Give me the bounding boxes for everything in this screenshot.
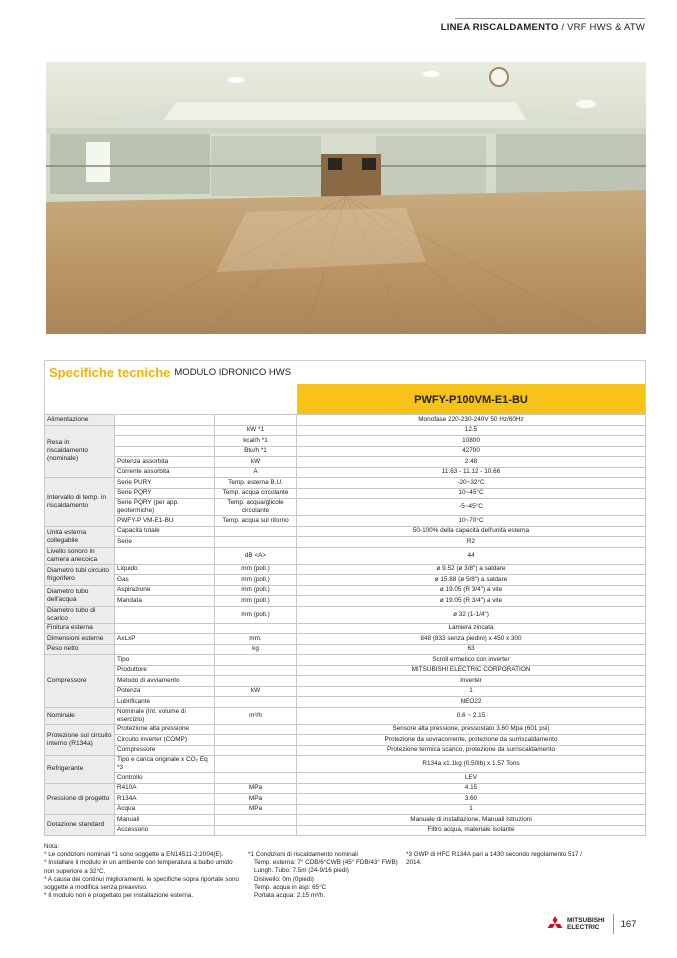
spec-item-label: Potenza: [115, 686, 215, 697]
spec-row: [45, 773, 646, 784]
spec-row: [45, 724, 646, 735]
specs-title-row: [44, 360, 646, 384]
spec-item-label: Capacità totale: [115, 526, 215, 537]
spec-value: ø 19.05 (R 3/4") a vite: [297, 596, 646, 607]
spec-unit: kW: [215, 457, 297, 468]
spec-value: 50-100% della capacità dell'unità esterna: [297, 526, 646, 537]
spec-value: Filtro acqua, materiale isolante: [297, 825, 646, 836]
spec-value: Sensore alta pressione, pressostato 3.60 Mpa (601 psi): [297, 724, 646, 735]
spec-row: [45, 676, 646, 687]
spec-row: [45, 478, 646, 489]
spec-group-label: Nominale: [45, 707, 115, 724]
spec-item-label: PWFY-P VM-E1-BU: [115, 516, 215, 527]
spec-row: [45, 415, 646, 426]
spec-value: R134a x1.1kg (0.50lb) x 1.57 Tons: [297, 756, 646, 773]
spec-item-label: [115, 547, 215, 564]
spec-item-label: Corrente assorbita: [115, 467, 215, 478]
brand-footer: [546, 914, 636, 934]
spec-unit: [215, 676, 297, 687]
spec-item-label: Manuali: [115, 815, 215, 826]
spec-unit: Temp. acqua circolante: [215, 488, 297, 499]
spec-item-label: Acqua: [115, 804, 215, 815]
dance-studio-photo: [46, 62, 646, 334]
spec-value: 44: [297, 547, 646, 564]
spec-row: [45, 815, 646, 826]
spec-item-label: [115, 623, 215, 634]
spec-row: [45, 697, 646, 708]
spec-value: ø 9.52 (ø 3/8") a saldare: [297, 564, 646, 575]
spec-item-label: Circuito inverter (COMP): [115, 735, 215, 746]
spec-row: [45, 623, 646, 634]
spec-unit: [215, 665, 297, 676]
spec-unit: mm (poll.): [215, 606, 297, 623]
spec-unit: [215, 526, 297, 537]
spec-unit: [215, 697, 297, 708]
spec-group-label: Refrigerante: [45, 756, 115, 784]
spec-group-label: Livello sonoro in camera anecoica: [45, 547, 115, 564]
spec-value: Scroll ermetico con inverter: [297, 655, 646, 666]
spec-row: [45, 606, 646, 623]
spec-group-label: Diametro tubi circuito frigorifero: [45, 564, 115, 585]
spec-item-label: [115, 606, 215, 623]
spec-item-label: R134A: [115, 794, 215, 805]
spec-value: 12.5: [297, 425, 646, 436]
spec-row: [45, 783, 646, 794]
brand-divider: [613, 914, 614, 934]
spec-unit: dB <A>: [215, 547, 297, 564]
header-rule: [455, 18, 645, 19]
spec-group-label: Alimentazione: [45, 415, 115, 426]
model-header-row: [44, 384, 646, 414]
spec-unit: [215, 415, 297, 426]
spec-unit: mm (poll.): [215, 585, 297, 596]
spec-row: [45, 564, 646, 575]
spec-unit: m³/h: [215, 707, 297, 724]
spec-row: [45, 596, 646, 607]
note-item: Temp. acqua in asp: 65°C: [254, 883, 327, 891]
specs-table-body: [45, 415, 646, 836]
spec-item-label: Lubrificante: [115, 697, 215, 708]
note-item: *1 Condizioni di riscaldamento nominali: [248, 851, 358, 858]
spec-row: [45, 457, 646, 468]
spec-item-label: Protezione alta pressione: [115, 724, 215, 735]
spec-unit: Temp. acqua sul ritorno: [215, 516, 297, 527]
spec-row: [45, 686, 646, 697]
spec-group-label: Pressione di progetto: [45, 783, 115, 815]
spec-row: [45, 655, 646, 666]
spec-unit: [215, 756, 297, 773]
spec-value: NEO22: [297, 697, 646, 708]
spec-row: [45, 644, 646, 655]
spec-row: [45, 745, 646, 756]
brand-line-2: ELECTRIC: [567, 924, 600, 931]
spec-item-label: Tipo: [115, 655, 215, 666]
spec-unit: [215, 773, 297, 784]
spec-group-label: Finitura esterna: [45, 623, 115, 634]
spec-row: [45, 547, 646, 564]
spec-item-label: Liquido: [115, 564, 215, 575]
spec-unit: [215, 623, 297, 634]
spec-item-label: R410A: [115, 783, 215, 794]
spec-unit: MPa: [215, 804, 297, 815]
spec-unit: MPa: [215, 794, 297, 805]
spec-group-label: Dimensioni esterne: [45, 634, 115, 645]
spec-unit: Temp. acqua/glicole circolante: [215, 499, 297, 516]
spec-item-label: [115, 425, 215, 436]
spec-value: R2: [297, 537, 646, 548]
spec-value: 1: [297, 686, 646, 697]
brand-line-1: MITSUBISHI: [567, 917, 605, 924]
notes-column-1: [44, 843, 244, 900]
spec-item-label: Accessorio: [115, 825, 215, 836]
spec-item-label: Gas: [115, 575, 215, 586]
spec-row: [45, 425, 646, 436]
spec-row: [45, 436, 646, 447]
spec-item-label: Serie PURY: [115, 478, 215, 489]
spec-unit: kW *1: [215, 425, 297, 436]
spec-value: Manuale di installazione, Manuali Istruzioni: [297, 815, 646, 826]
spec-group-label: Resa in riscaldamento (nominale): [45, 425, 115, 478]
spec-group-label: Protezione sul circuito interno (R134a): [45, 724, 115, 756]
spec-row: [45, 707, 646, 724]
spec-row: [45, 446, 646, 457]
spec-unit: mm (poll.): [215, 596, 297, 607]
spec-row: [45, 665, 646, 676]
spec-item-label: [115, 436, 215, 447]
notes-column-2: [248, 851, 398, 900]
note-item: * Il modulo non è progettato per installazione esterna.: [44, 892, 194, 900]
spec-row: [45, 499, 646, 516]
note-item: Temp. esterna: 7° CDB/6°CWB (45° FDB/43° FWB): [254, 859, 398, 867]
spec-item-label: Produttore: [115, 665, 215, 676]
spec-item-label: Potenza assorbita: [115, 457, 215, 468]
spec-row: [45, 467, 646, 478]
spec-value: Lamiera zincata: [297, 623, 646, 634]
brand-name: [567, 917, 605, 931]
note-item: Lungh. Tubo: 7.5m (24-9/16 piedi): [254, 867, 349, 875]
spec-unit: mm (poll.): [215, 575, 297, 586]
spec-unit: kg: [215, 644, 297, 655]
spec-item-label: Serie: [115, 537, 215, 548]
spec-row: [45, 488, 646, 499]
spec-group-label: Diametro tubo di scarico: [45, 606, 115, 623]
specs-title: Specifiche tecniche: [49, 365, 171, 380]
spec-unit: kW: [215, 686, 297, 697]
spec-row: [45, 526, 646, 537]
spec-value: ø 32 (1-1/4"): [297, 606, 646, 623]
spec-unit: [215, 655, 297, 666]
spec-row: [45, 735, 646, 746]
spec-unit: A: [215, 467, 297, 478]
spec-value: Protezione da sovracorrente, protezione da surriscaldamento: [297, 735, 646, 746]
spec-group-label: Compressore: [45, 655, 115, 708]
spec-unit: [215, 724, 297, 735]
spec-value: 10800: [297, 436, 646, 447]
note-heading: Nota:: [44, 843, 60, 850]
spec-value: ø 15.88 (ø 5/8") a saldare: [297, 575, 646, 586]
spec-group-label: Diametro tubo dell'acqua: [45, 585, 115, 606]
spec-value: Monofase 220-230-240V 50 Hz/60Hz: [297, 415, 646, 426]
specs-table: [44, 414, 646, 836]
spec-unit: mm (poll.): [215, 564, 297, 575]
spec-item-label: [115, 644, 215, 655]
spec-group-label: Dotazione standard: [45, 815, 115, 836]
spec-row: [45, 585, 646, 596]
note-item: Portata acqua: 2.15 m³/h.: [254, 892, 326, 900]
notes-column-3: [406, 851, 586, 867]
spec-value: -5~45°C: [297, 499, 646, 516]
note-item: * Le condizioni nominali *1 sono soggette a EN14511-2:2004(E).: [44, 851, 224, 859]
photo-illustration: [46, 62, 646, 334]
note-item: * A causa dei continui miglioramenti, le specifiche sopra riportate sono soggette a modifica senza preavviso.: [44, 875, 239, 892]
spec-value: ø 19.05 (R 3/4") a vite: [297, 585, 646, 596]
spec-item-label: Serie PQRY (per app. geotermiche): [115, 499, 215, 516]
spec-unit: MPa: [215, 783, 297, 794]
spec-row: [45, 756, 646, 773]
spec-unit: Temp. esterna B.U.: [215, 478, 297, 489]
spec-value: 11.63 - 11.12 - 10.66: [297, 467, 646, 478]
spec-item-label: [115, 415, 215, 426]
spec-item-label: Compressore: [115, 745, 215, 756]
spec-row: [45, 804, 646, 815]
spec-value: 4.15: [297, 783, 646, 794]
spec-group-label: Unità esterna collegabile: [45, 526, 115, 547]
spec-item-label: Mandata: [115, 596, 215, 607]
spec-value: -20~32°C: [297, 478, 646, 489]
spec-unit: kcal/h *1: [215, 436, 297, 447]
spec-value: 10~45°C: [297, 488, 646, 499]
spec-value: 42700: [297, 446, 646, 457]
note-item: * Installare il modulo in un ambiente con temperatura a bulbo umido non superiore a 32°C.: [44, 859, 233, 875]
spec-value: MITSUBISHI ELECTRIC CORPORATION: [297, 665, 646, 676]
section-header: [441, 22, 645, 33]
spec-value: Protezione termica scarico, protezione da surriscaldamento: [297, 745, 646, 756]
note-item: Dislivello: 0m (0piedi): [254, 875, 314, 883]
spec-row: [45, 537, 646, 548]
spec-item-label: [115, 446, 215, 457]
spec-item-label: AxLxP: [115, 634, 215, 645]
page-number: 167: [620, 918, 637, 930]
spec-row: [45, 825, 646, 836]
spec-item-label: Nominale (Int. volume di esercizio): [115, 707, 215, 724]
spec-value: Inverter: [297, 676, 646, 687]
spec-value: 1: [297, 804, 646, 815]
spec-unit: [215, 825, 297, 836]
spec-unit: [215, 815, 297, 826]
spec-unit: Btu/h *1: [215, 446, 297, 457]
spec-unit: [215, 745, 297, 756]
mitsubishi-logo-icon: [546, 916, 564, 932]
specs-subtitle: MODULO IDRONICO HWS: [174, 367, 292, 378]
spec-row: [45, 516, 646, 527]
header-bold: LINEA RISCALDAMENTO: [440, 22, 559, 33]
spec-group-label: Peso netto: [45, 644, 115, 655]
spec-row: [45, 794, 646, 805]
spec-item-label: Aspirazione: [115, 585, 215, 596]
model-name: PWFY-P100VM-E1-BU: [297, 384, 645, 414]
spec-value: 848 (833 senza piedini) x 450 x 300: [297, 634, 646, 645]
spec-value: 0.6 ~ 2.15: [297, 707, 646, 724]
spec-value: 63: [297, 644, 646, 655]
model-header-blank: [45, 384, 297, 414]
spec-unit: mm.: [215, 634, 297, 645]
spec-value: 10~70°C: [297, 516, 646, 527]
specs-section: [44, 360, 646, 836]
spec-unit: [215, 735, 297, 746]
spec-item-label: Metodo di avviamento: [115, 676, 215, 687]
spec-group-label: Intervallo di temp. in riscaldamento: [45, 478, 115, 527]
spec-item-label: Tipo e carica originale x CO₂ Eq *3: [115, 756, 215, 773]
spec-item-label: Controllo: [115, 773, 215, 784]
spec-row: [45, 634, 646, 645]
spec-unit: [215, 537, 297, 548]
spec-item-label: Serie PQRY: [115, 488, 215, 499]
note-item: *3 GWP di HFC R134A pari a 1430 secondo regolamento 517 / 2014.: [406, 851, 582, 867]
spec-value: 2.48: [297, 457, 646, 468]
spec-value: 3.60: [297, 794, 646, 805]
spec-value: LEV: [297, 773, 646, 784]
spec-row: [45, 575, 646, 586]
header-rest: / VRF HWS & ATW: [558, 22, 645, 33]
